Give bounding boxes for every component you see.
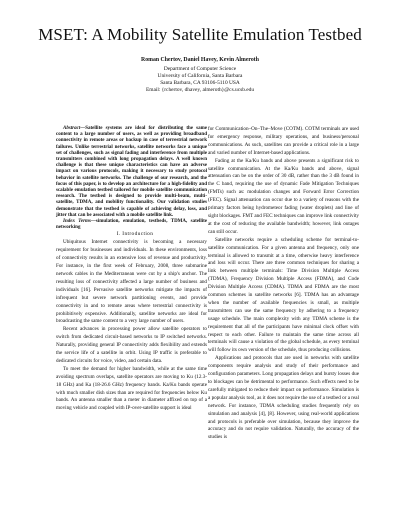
affiliation-department: Department of Computer Science xyxy=(163,66,237,72)
abstract-label: Abstract xyxy=(63,126,81,131)
intro-paragraph-5: Fading at the Ka/Ku bands and above presents a significant risk to satellite communication. At the Ka/Ku bands and above, signal attenuation can be on the order of 30 dB, rather than the 3 dB found in the C band, requiring the use of dynamic Fade Mitigation Techniques (FMTs) such as: modulation changes and Forward Error Correction (FEC). Signal attenuation can occur due to a variety of reasons with the primary factors being hydrometeor fading (water droplets) and line of sight blockages. FMT and FEC techniques can improve link connectivity at the cost of reducing the available bandwidth; however, link outages can still occur. xyxy=(208,157,359,235)
index-terms xyxy=(56,219,207,231)
intro-paragraph-2: Recent advances in processing power allow satellite operators to switch from dedicated circuit-based networks to IP switched networks. Naturally, providing general IP connectivity adds flexibility and extends the service life of a satellite in orbit. Using IP traffic is preferable to dedicated circuits for voice, video, and certain data. xyxy=(56,326,207,364)
intro-paragraph-6: Satellite networks require a scheduling scheme for terminal-to-satellite communication. For a given antenna and frequency, only one terminal is allowed to transmit at a time, otherwise heavy interference and loss will occur. There are three common techniques for sharing a link between multiple terminals: Time Division Multiple Access (TDMA), Frequency Division Multiple Access (FDMA), and Code Division Multiple Access (CDMA). TDMA and FDMA are the most common schemes in satellite networks [6]. TDMA has an advantage when the number of available frequencies is small, as multiple transmitters can use the same frequency by adhering to a frequency usage schedule. The main complexity with any TDMA scheme is the requirement that all of the participants have minimal clock offset with respect to each other. Failure to maintain the same time across all terminals will cause a violation of the global schedule, as every terminal will follow its own version of the schedule, thus producing collisions. xyxy=(208,236,359,354)
intro-paragraph-7: Applications and protocols that are used in networks with satellite components require analysis and study of their performance and configuration parameters. Long propagation delays and bursty losses due to blockages can be detrimental to performance. Such effects need to be carefully mitigated to reduce their impact on performance. Simulation is a popular analysis tool, as it does not require the use of a testbed or a real network. For instance, TDMA scheduling studies frequently rely on simulation and analysis [4], [8]. However, using real-world applications and protocols is preferable over simulation, because they improve the accuracy and do not require validation. Naturally, the accuracy of the studies is xyxy=(208,355,359,441)
affiliation-university: University of California, Santa Barbara xyxy=(157,73,243,79)
intro-paragraph-4: for Communication–On–The–Move (COTM). COTM terminals are used for emergency response, military operations, and business/personal communications. As such, satellites can provide a critical role in a large and varied number of Internet-based applications. xyxy=(208,126,359,156)
left-column xyxy=(56,126,207,413)
paper-title: MSET: A Mobility Satellite Emulation Testbed xyxy=(38,25,362,44)
index-terms-label: Index Terms xyxy=(63,219,91,225)
right-column xyxy=(208,126,359,442)
intro-paragraph-3: To meet the demand for higher bandwidth, while at the same time avoiding spectrum overlaps, satellite operators are moving to Ku (12.3-18 GHz) and Ka (18-26.6 GHz) frequency bands. Ka/Ku bands operate with much smaller dish sizes than are required for frequencies below Ku bands. An antenna smaller than a meter in diameter affixed on top of a moving vehicle and coupled with IP-over-satellite support is ideal xyxy=(56,365,207,412)
intro-paragraph-1: Ubiquitous Internet connectivity is becoming a necessary requirement for businesses and individuals. In these environments, loss of connectivity results in an extensive loss of revenue and productivity. For instance, in the first week of February, 2008, three submarine network cables in the Mediterranean were cut by a ship's anchor. The resulting loss of connectivity affected a large number of business and individuals [16]. Pervasive satellite networks mitigate the impacts of infrequent but severe network partitioning events, and provide connectivity in and to remote areas where terrestrial connectivity is prohibitively expensive. Additionally, satellite networks are ideal for broadcasting the same content to a very large number of users. xyxy=(56,239,207,325)
section-heading-introduction: I. Introduction xyxy=(116,231,154,238)
abstract-text: —Satellite systems are ideal for distributing the same content to a large number of users, as well as providing broadband connectivity in remote areas or backup in case of terrestrial network failures. Unlike terrestrial networks, satellite networks face a unique set of challenges, such as signal fading and interference from multiple transmitters combined with long propagation delays. A well known challenge is that these unique characteristics can have an adverse impact on various protocols, making it necessary to study protocol behavior in satellite networks. The challenge of our research, and the focus of this paper, is to develop an architecture for a high-fidelity and scalable emulation testbed tailored for mobile satellite communication research. The testbed is designed to provide multi-beam, multi-satellite, TDMA, and mobility functionality. Our validation studies demonstrate that the testbed is capable of achieving delay, loss, and jitter that can be associated with a mobile satellite link. xyxy=(56,126,207,218)
author-list: Roman Chertov, Daniel Havey, Kevin Almeroth xyxy=(141,57,259,63)
index-terms-text: —simulation, emulation, testbeds, TDMA, satellite networking xyxy=(56,219,208,231)
abstract xyxy=(56,126,207,219)
affiliation-email: Email: {rchertov, dhavey, almeroth}@cs.ucsb.edu xyxy=(145,87,255,93)
affiliation-address: Santa Barbara, CA 93106-5110 USA xyxy=(160,80,240,86)
